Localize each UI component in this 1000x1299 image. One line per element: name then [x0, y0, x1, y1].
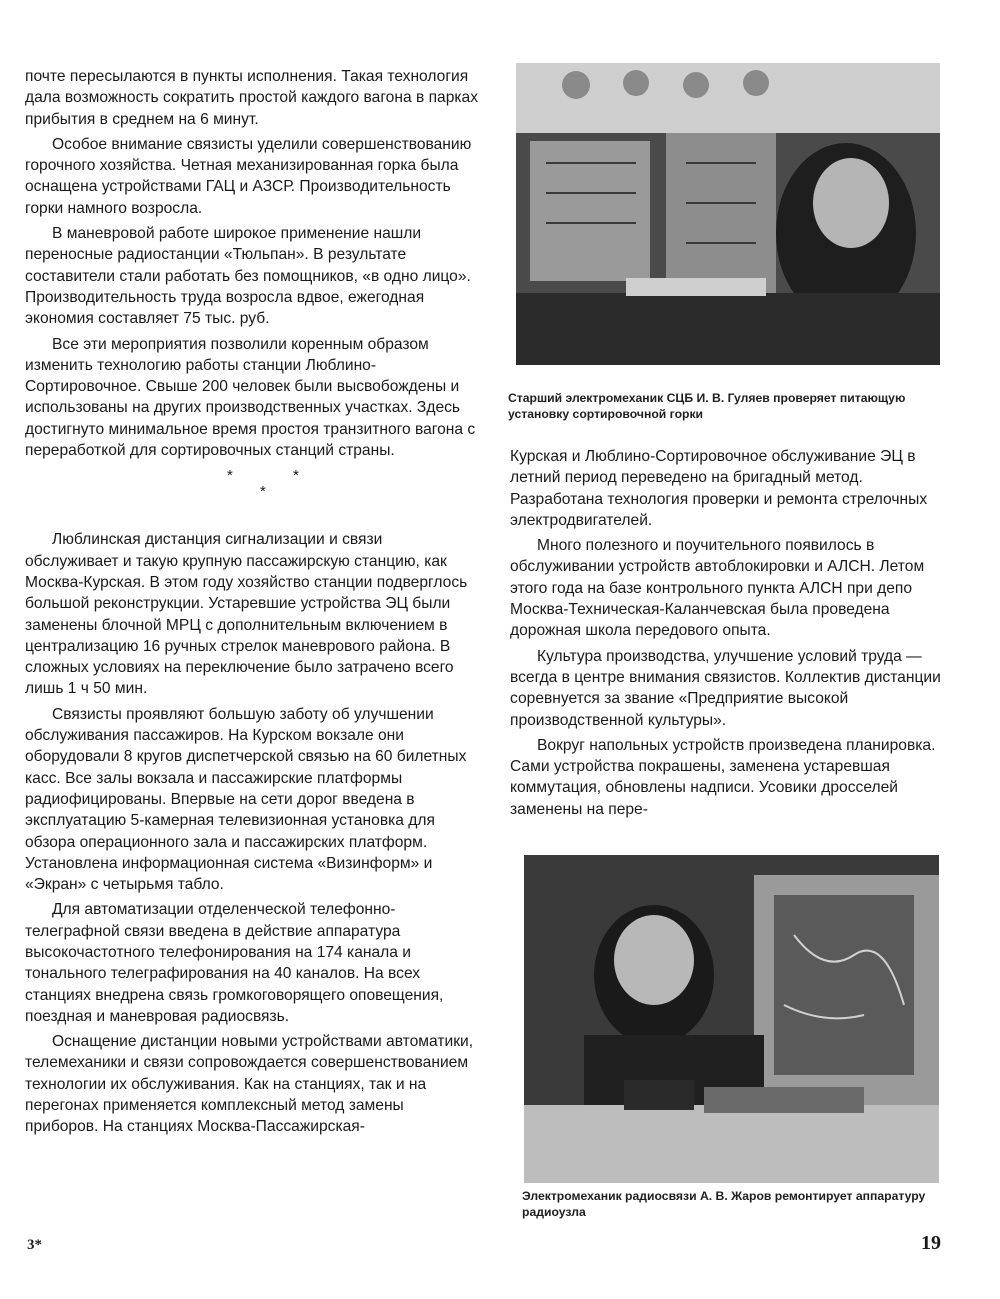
paragraph: Люблинская дистанция сигнализации и связи обслуживает и такую крупную пассажирскую станцию, как Москва-Курская. В этом году хозяйство станции подверглось большой реконструкции. Устаревшие устройства ЭЦ были заменены блочной МРЦ с дополнительным включением в централизацию 16 ручных стрелок маневрового района. В сложных условиях на переключение было затрачено всего лишь 1 ч 50 мин. — [25, 531, 468, 698]
separator-star: * — [260, 483, 266, 501]
photo-radio-repair — [524, 855, 939, 1183]
paragraph: Связисты проявляют большую заботу об улучшении обслуживания пассажиров. На Курском вокзале они оборудовали 8 кругов диспетчерской связью на 60 билетных касс. Все залы вокзала и пассажирские платформы радиофицированы. Впервые на сети дорог введена в эксплуатацию 5-камерная телевизионная установка для обзора операционного зала и пассажирских платформ. Установлена информационная система «Визинформ» и «Экран» с четырьмя табло. — [25, 705, 467, 894]
photo-caption: Старший электромеханик СЦБ И. В. Гуляев проверяет питающую установку сортировочной горки — [508, 391, 906, 421]
separator-star: * — [227, 467, 233, 485]
page-number: 19 — [921, 1232, 941, 1254]
photo-caption: Электромеханик радиосвязи А. В. Жаров ремонтирует аппаратуру радиоузла — [522, 1189, 926, 1219]
signature-mark: 3* — [27, 1237, 42, 1253]
paragraph: Все эти мероприятия позволили коренным образом изменить технологию работы станции Люблино-Сортировочное. Свыше 200 человек были высвобождены и использованы на других производственных участках. Здесь достигнуто минимальное время простоя транзитного вагона с переработкой для сортировочных станций страны. — [25, 335, 476, 460]
paragraph: Особое внимание связисты уделили совершенствованию горочного хозяйства. Четная механизированная горка была оснащена устройствами ГАЦ и АЗСР. Производительность горки намного возросла. — [25, 135, 472, 217]
separator-star: * — [293, 467, 299, 485]
paragraph: почте пересылаются в пункты исполнения. Такая технология дала возможность сократить простой каждого вагона в парках прибытия в среднем на 6 минут. — [25, 68, 478, 128]
left-column — [25, 66, 478, 1142]
section-separator — [25, 465, 478, 507]
photo-electromechanic-hump — [516, 63, 940, 365]
paragraph: Курская и Люблино-Сортировочное обслуживание ЭЦ в летний период переведено на бригадный метод. Разработана технология проверки и ремонта стрелочных электродвигателей. — [510, 448, 928, 529]
paragraph: Много полезного и поучительного появилось в обслуживании устройств автоблокировки и АЛСН. Летом этого года на базе контрольного пункта АЛСН при депо Москва-Техническая-Каланчевская была проведена дорожная школа передового опыта. — [510, 537, 925, 640]
right-column — [510, 446, 942, 824]
paragraph: Вокруг напольных устройств произведена планировка. Сами устройства покрашены, заменена устаревшая коммутация, обновлены надписи. Усовики дросселей заменены на пере- — [510, 736, 936, 818]
paragraph: В маневровой работе широкое применение нашли переносные радиостанции «Тюльпан». В результате составители стали работать без помощников, «в одно лицо». Производительность труда возросла вдвое, ежегодная экономия составляет 75 тыс. руб. — [25, 225, 471, 328]
paragraph: Оснащение дистанции новыми устройствами автоматики, телемеханики и связи сопровождается совершенствованием технологии их обслуживания. Как на станциях, так и на перегонах применяется комплексный метод замены приборов. На станциях Москва-Пассажирская- — [25, 1033, 474, 1136]
paragraph: Культура производства, улучшение условий труда — всегда в центре внимания связистов. Коллектив дистанции соревнуется за звание «Предприятие высокой производственной культуры». — [510, 647, 941, 729]
paragraph: Для автоматизации отделенческой телефонно-телеграфной связи введена в действие аппаратура высокочастотного телефонирования на 174 канала и тонального телеграфирования на 40 каналов. На всех станциях внедрена связь громкоговорящего оповещения, поездная и маневровая радиосвязь. — [25, 901, 444, 1025]
